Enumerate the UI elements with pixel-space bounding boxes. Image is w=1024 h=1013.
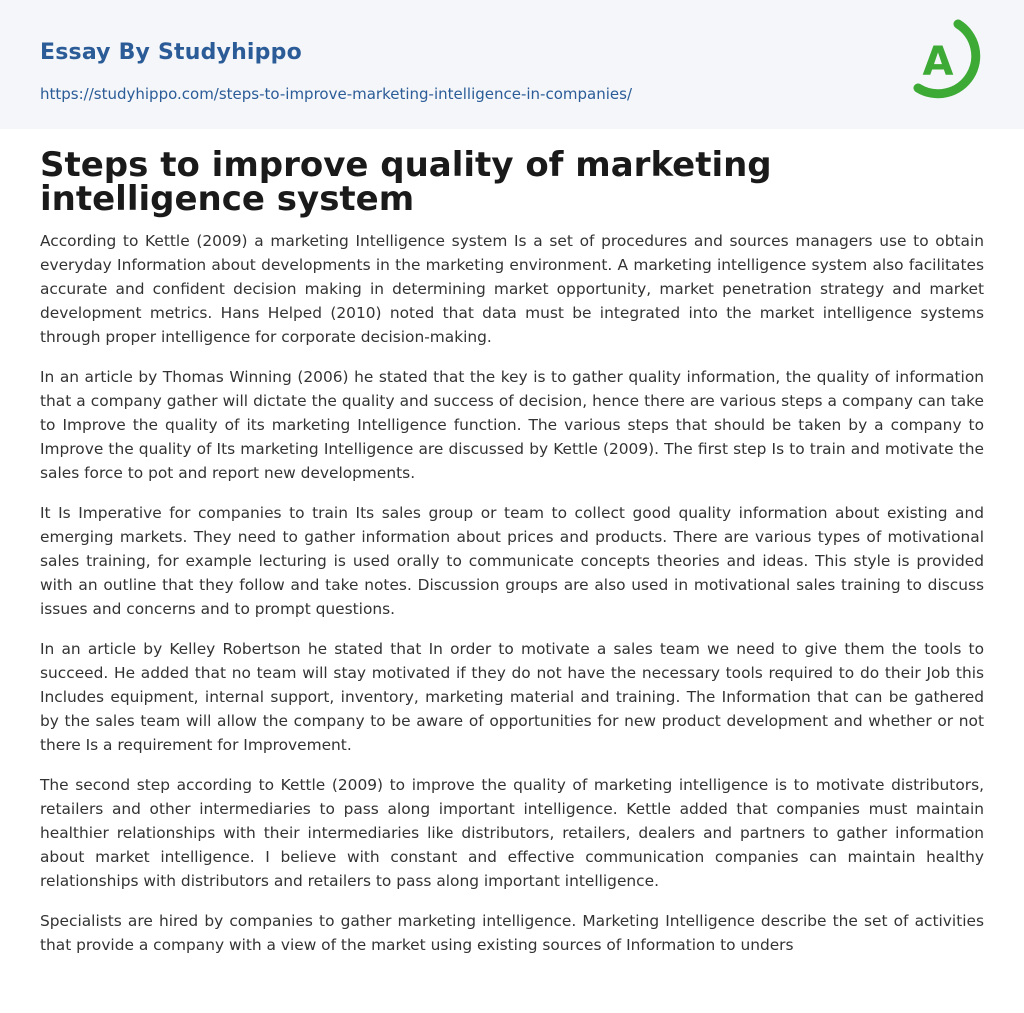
article-body: [40, 229, 984, 973]
paragraph: Specialists are hired by companies to gather marketing intelligence. Marketing Intelligence describe the set of activities that provide a company with a view of the market using existing sources of Information to unders: [40, 912, 984, 954]
brand-title: Essay By Studyhippo: [40, 40, 302, 65]
circle-letter-a-logo: [910, 18, 988, 106]
paragraph: In an article by Kelley Robertson he stated that In order to motivate a sales team we need to give them the tools to succeed. He added that no team will stay motivated if they do not have the necessary tools required to do their Job this Includes equipment, internal support, inventory, marketing material and training. The Information that can be gathered by the sales team will allow the company to be aware of opportunities for new product development and whether or not there Is a requirement for Improvement.: [40, 640, 984, 754]
paragraph: In an article by Thomas Winning (2006) he stated that the key is to gather quality information, the quality of information that a company gather will dictate the quality and success of decision, hence there are various steps a company can take to Improve the quality of its marketing Intelligence function. The various steps that should be taken by a company to Improve the quality of Its marketing Intelligence are discussed by Kettle (2009). The first step Is to train and motivate the sales force to pot and report new developments.: [40, 368, 984, 482]
source-url-link[interactable]: https://studyhippo.com/steps-to-improve-marketing-intelligence-in-companies/: [40, 85, 632, 103]
page-header: [0, 0, 1024, 129]
logo-letter: A: [922, 39, 954, 85]
paragraph: The second step according to Kettle (2009) to improve the quality of marketing intelligence is to motivate distributors, retailers and other intermediaries to pass along important intelligence. Kettle added that companies must maintain healthier relationships with their intermediaries like distributors, retailers, dealers and partners to gather information about market intelligence. I believe with constant and effective communication companies can maintain healthy relationships with distributors and retailers to pass along important intelligence.: [40, 776, 984, 890]
paragraph: According to Kettle (2009) a marketing Intelligence system Is a set of procedures and sources managers use to obtain everyday Information about developments in the marketing environment. A marketing intelligence system also facilitates accurate and confident decision making in determining market opportunity, market penetration strategy and market development metrics. Hans Helped (2010) noted that data must be integrated into the market intelligence systems through proper intelligence for corporate decision-making.: [40, 232, 984, 346]
article-title: Steps to improve quality of marketing intelligence system: [40, 145, 772, 219]
paragraph: It Is Imperative for companies to train Its sales group or team to collect good quality information about existing and emerging markets. They need to gather information about prices and products. There are various types of motivational sales training, for example lecturing is used orally to communicate concepts theories and ideas. This style is provided with an outline that they follow and take notes. Discussion groups are also used in motivational sales training to discuss issues and concerns and to prompt questions.: [40, 504, 984, 618]
